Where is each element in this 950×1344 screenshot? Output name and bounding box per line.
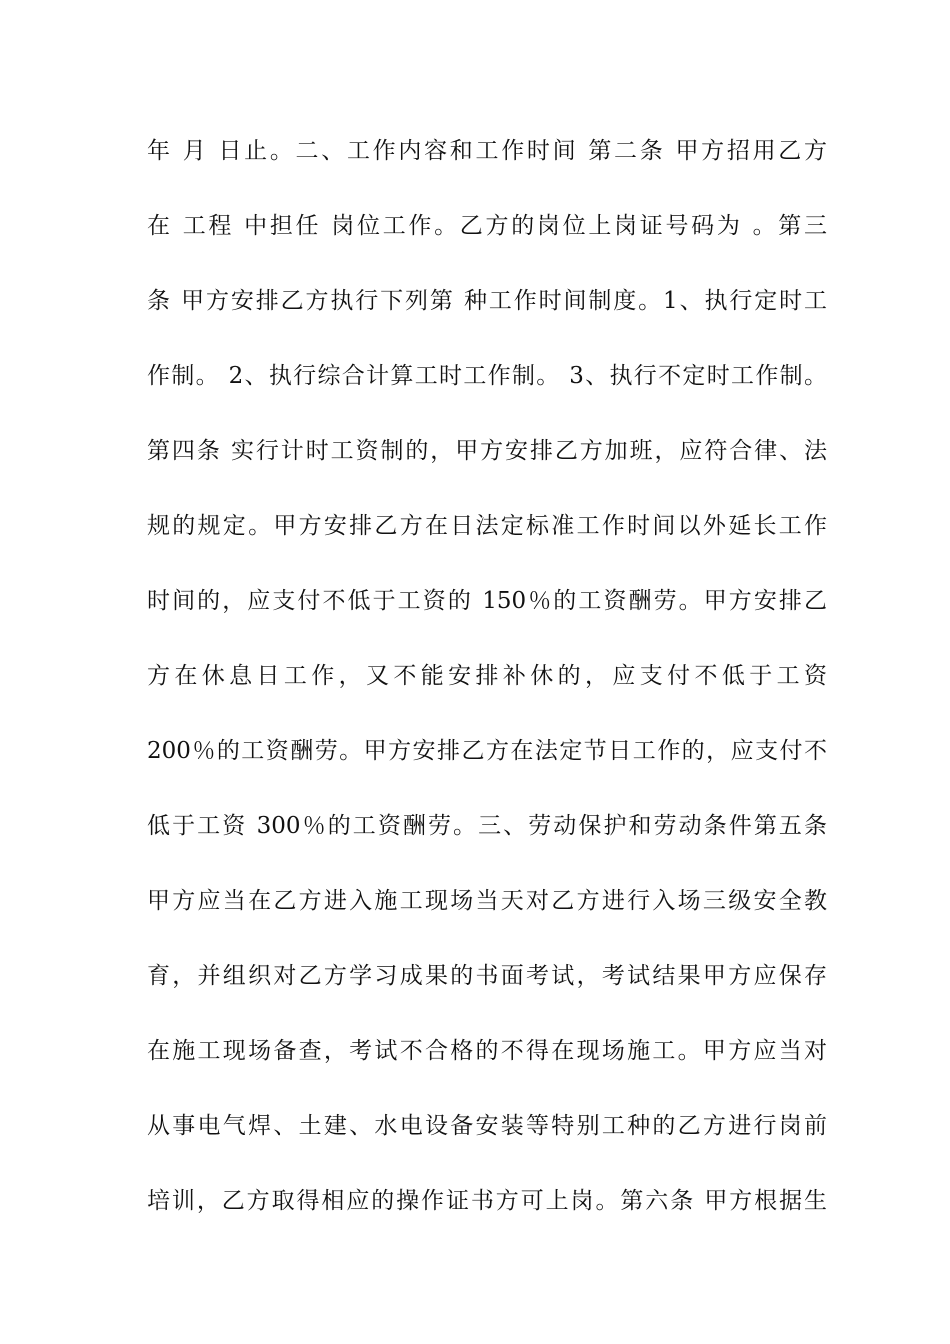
text-line: 低于工资 300％的工资酬劳。三、劳动保护和劳动条件第五条 xyxy=(147,813,827,839)
text-line: 第四条 实行计时工资制的，甲方安排乙方加班，应符合律、法 xyxy=(147,438,827,464)
text-line: 在施工现场备查，考试不合格的不得在现场施工。甲方应当对 xyxy=(147,1038,827,1064)
text-line: 甲方应当在乙方进入施工现场当天对乙方进行入场三级安全教 xyxy=(147,888,827,914)
text-line: 方在休息日工作，又不能安排补休的，应支付不低于工资 xyxy=(147,663,827,689)
text-line: 年 月 日止。二、工作内容和工作时间 第二条 甲方招用乙方 xyxy=(147,138,827,164)
text-line: 育，并组织对乙方学习成果的书面考试，考试结果甲方应保存 xyxy=(147,963,827,989)
text-line: 从事电气焊、土建、水电设备安装等特别工种的乙方进行岗前 xyxy=(147,1113,827,1139)
text-line: 条 甲方安排乙方执行下列第 种工作时间制度。1、执行定时工 xyxy=(147,288,827,314)
text-line: 在 工程 中担任 岗位工作。乙方的岗位上岗证号码为 。第三 xyxy=(147,213,827,239)
text-line: 培训，乙方取得相应的操作证书方可上岗。第六条 甲方根据生 xyxy=(147,1188,827,1214)
text-line: 规的规定。甲方安排乙方在日法定标准工作时间以外延长工作 xyxy=(147,513,827,539)
text-line: 200％的工资酬劳。甲方安排乙方在法定节日工作的，应支付不 xyxy=(147,738,827,764)
text-line: 作制。 2、执行综合计算工时工作制。 3、执行不定时工作制。 xyxy=(147,363,827,389)
text-line: 时间的，应支付不低于工资的 150％的工资酬劳。甲方安排乙 xyxy=(147,588,827,614)
